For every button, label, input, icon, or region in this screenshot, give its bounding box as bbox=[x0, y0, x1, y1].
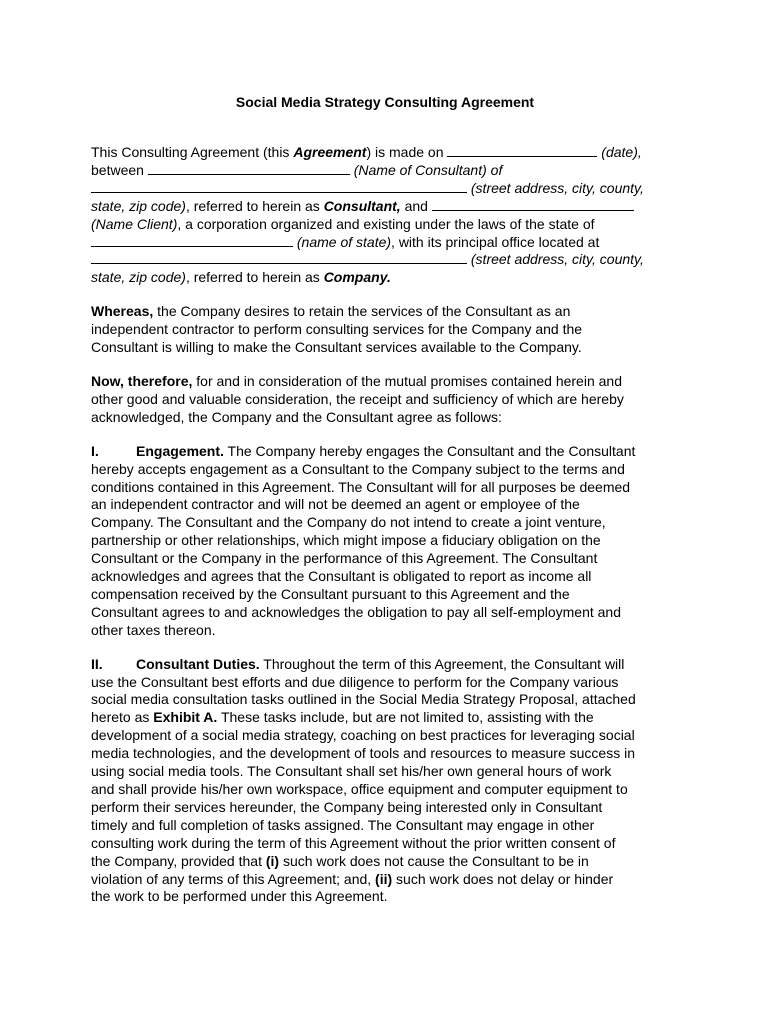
exhibit-a-term: Exhibit A. bbox=[153, 709, 218, 726]
section-heading: Engagement. bbox=[136, 442, 224, 459]
intro-line: (Name Client), a corporation organized and existing under the laws of the state of bbox=[91, 215, 595, 232]
section-number: II. bbox=[91, 655, 103, 672]
section-consultant-duties: II. Consultant Duties. Throughout the term of this Agreement, the Consultant will use the Consultant best efforts and due diligence to perform for the Company various social media consultation tasks outlined in the Social Media Strategy Proposal, attached hereto as Exhibit A. These tasks include, but are not limited to, assisting with the development of a social media strategy, coaching on best practices for leveraging social media technologies, and the development of tools and resources to measure success in using social media tools. The Consultant shall set his/her own general hours of work and shall provide his/her own workspace, office equipment and computer equipment to perform their services hereunder, the Company being interested only in Consultant timely and full completion of tasks assigned. The Consultant may engage in other consulting work during the term of this Agreement without the prior written consent of the Company, provided that (i) such work does not cause the Consultant to be in violation of any terms of this Agreement; and, (ii) such work does not delay or hinder the work to be performed under this Agreement. bbox=[91, 655, 636, 905]
client-name-blank[interactable] bbox=[432, 198, 634, 211]
therefore-paragraph: Now, therefore, for and in consideration of the mutual promises contained herein and other good and valuable consideration, the receipt and sufficiency of which are hereby acknowledged, the Company and the Consultant agree as follows: bbox=[91, 372, 624, 425]
intro-paragraph bbox=[91, 144, 681, 287]
company-term: Company. bbox=[323, 269, 391, 286]
consultant-term: Consultant, bbox=[323, 197, 401, 214]
intro-line: This Consulting Agreement (this Agreement) is made on (date), bbox=[91, 144, 642, 160]
date-blank[interactable] bbox=[447, 144, 597, 157]
state-blank[interactable] bbox=[91, 234, 293, 247]
company-address-blank[interactable] bbox=[91, 251, 467, 264]
section-engagement: I. Engagement. The Company hereby engages the Consultant and the Consultant hereby accepts engagement as a Consultant to the Company subject to the terms and conditions contained in this Agreement. The Consultant will for all purposes be deemed an independent contractor and will not be deemed an agent or employee of the Company. The Consultant and the Company do not intend to create a joint venture, partnership or other relationships, which might impose a fiduciary obligation on the Consultant or the Company in the performance of this Agreement. The Consultant acknowledges and agrees that the Consultant is obligated to report as income all compensation received by the Consultant pursuant to this Agreement and the Consultant agrees to and acknowledges the obligation to pay all self-employment and other taxes thereon. bbox=[91, 442, 636, 638]
intro-line: state, zip code), referred to herein as Company. bbox=[91, 269, 391, 286]
intro-line: between (Name of Consultant) of bbox=[91, 161, 503, 178]
consultant-address-blank[interactable] bbox=[91, 180, 467, 193]
section-number: I. bbox=[91, 442, 99, 459]
intro-line: (name of state), with its principal office located at bbox=[91, 234, 681, 252]
consultant-name-blank[interactable] bbox=[148, 162, 350, 175]
document-title: Social Media Strategy Consulting Agreement bbox=[235, 94, 535, 110]
agreement-term: Agreement bbox=[293, 144, 367, 160]
whereas-paragraph: Whereas, the Company desires to retain the services of the Consultant as an independent contractor to perform consulting services for the Company and the Consultant is willing to make the Consultant services available to the Company. bbox=[91, 303, 583, 356]
intro-line: (street address, city, county, bbox=[91, 251, 681, 269]
intro-line: state, zip code), referred to herein as Consultant, and bbox=[91, 198, 681, 216]
section-heading: Consultant Duties. bbox=[136, 655, 260, 672]
document-body bbox=[91, 144, 681, 922]
intro-line: (street address, city, county, bbox=[91, 180, 681, 198]
